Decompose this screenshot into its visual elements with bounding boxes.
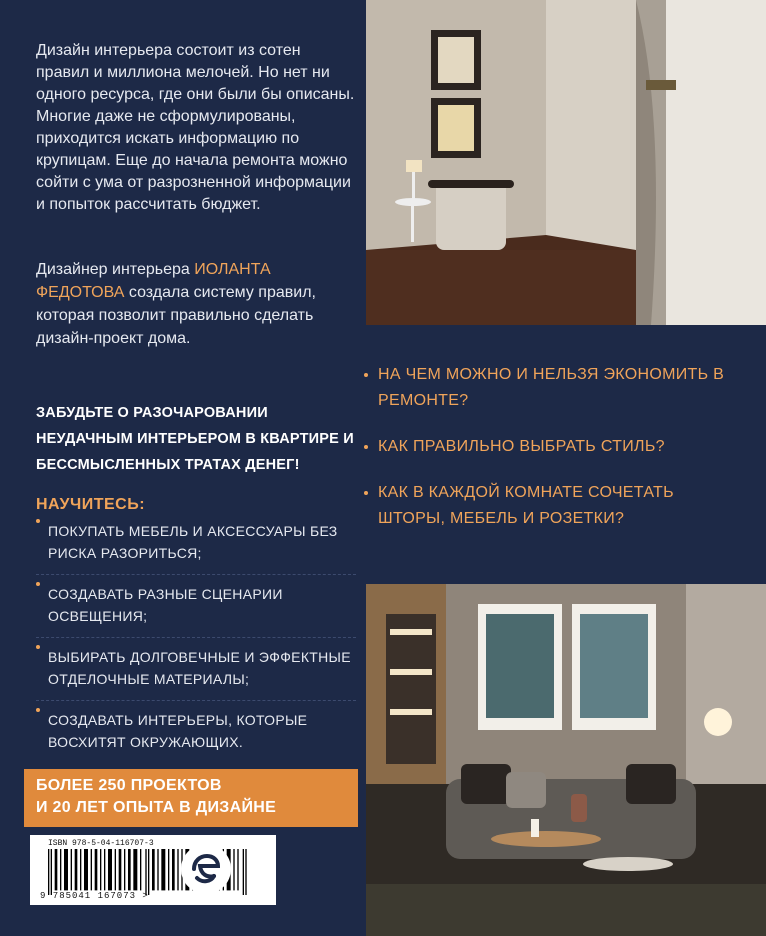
- bullet-icon: [36, 708, 40, 712]
- bullet-icon: [364, 445, 368, 449]
- author-text-before: Дизайнер интерьера: [36, 261, 195, 278]
- learn-item-text: СОЗДАВАТЬ РАЗНЫЕ СЦЕНАРИИ ОСВЕЩЕНИЯ;: [48, 586, 283, 624]
- learn-item-text: ВЫБИРАТЬ ДОЛГОВЕЧНЫЕ И ЭФФЕКТНЫЕ ОТДЕЛОЧНЫЕ МАТЕРИАЛЫ;: [48, 649, 351, 687]
- banner-line-1: БОЛЕЕ 250 ПРОЕКТОВ: [36, 777, 222, 794]
- barcode-digits: 9 785041 167073 >: [40, 891, 149, 901]
- learn-item: [36, 520, 356, 574]
- bullet-icon: [36, 645, 40, 649]
- interior-photo-sofa: [366, 584, 766, 936]
- intro-paragraph: Дизайн интерьера состоит из сотен правил и миллиона мелочей. Но нет ни одного ресурса, где они были бы описаны. Многие даже не сформулированы, приходится искать информацию по крупицам. Еще до начала ремонта можно сойти с ума от разрозненной информации и попыток рассчитать бюджет.: [36, 42, 355, 213]
- bullet-icon: [364, 491, 368, 495]
- question-item: [364, 362, 744, 414]
- learn-item-text: СОЗДАВАТЬ ИНТЕРЬЕРЫ, КОТОРЫЕ ВОСХИТЯТ ОКРУЖАЮЩИХ.: [48, 712, 308, 750]
- isbn-label: ISBN 978-5-04-116707-3: [48, 839, 154, 848]
- banner-line-2: И 20 ЛЕТ ОПЫТА В ДИЗАЙНЕ: [36, 799, 277, 816]
- question-item: [364, 480, 744, 532]
- warning-text: ЗАБУДЬТЕ О РАЗОЧАРОВАНИИ НЕУДАЧНЫМ ИНТЕРЬЕРОМ В КВАРТИРЕ И БЕССМЫСЛЕННЫХ ТРАТАХ ДЕНЕГ!: [36, 405, 354, 473]
- bullet-icon: [36, 582, 40, 586]
- question-item: [364, 434, 744, 460]
- experience-banner: [24, 769, 358, 827]
- isbn-block: [30, 835, 276, 905]
- interior-photo-sofa-image: [366, 584, 766, 936]
- questions-list: [364, 362, 744, 552]
- learn-heading: НАУЧИТЕСЬ:: [36, 496, 146, 513]
- question-text: НА ЧЕМ МОЖНО И НЕЛЬЗЯ ЭКОНОМИТЬ В РЕМОНТЕ?: [378, 366, 725, 409]
- interior-photo-armchair-image: [366, 0, 766, 325]
- bullet-icon: [36, 519, 40, 523]
- author-paragraph: [36, 258, 356, 350]
- learn-item: [36, 700, 356, 763]
- learn-item: [36, 574, 356, 637]
- bullet-icon: [364, 373, 368, 377]
- question-text: КАК В КАЖДОЙ КОМНАТЕ СОЧЕТАТЬ ШТОРЫ, МЕБЕЛЬ И РОЗЕТКИ?: [378, 484, 674, 527]
- interior-photo-armchair: [366, 0, 766, 325]
- learn-item: [36, 637, 356, 700]
- question-text: КАК ПРАВИЛЬНО ВЫБРАТЬ СТИЛЬ?: [378, 438, 665, 455]
- author-text-after: создала систему правил, которая позволит правильно сделать дизайн-проект дома.: [36, 284, 316, 347]
- publisher-logo-icon: [180, 843, 232, 895]
- learn-item-text: ПОКУПАТЬ МЕБЕЛЬ И АКСЕССУАРЫ БЕЗ РИСКА РАЗОРИТЬСЯ;: [48, 523, 338, 561]
- author-name: ИОЛАНТА ФЕДОТОВА: [36, 261, 271, 301]
- learn-list: [36, 520, 356, 763]
